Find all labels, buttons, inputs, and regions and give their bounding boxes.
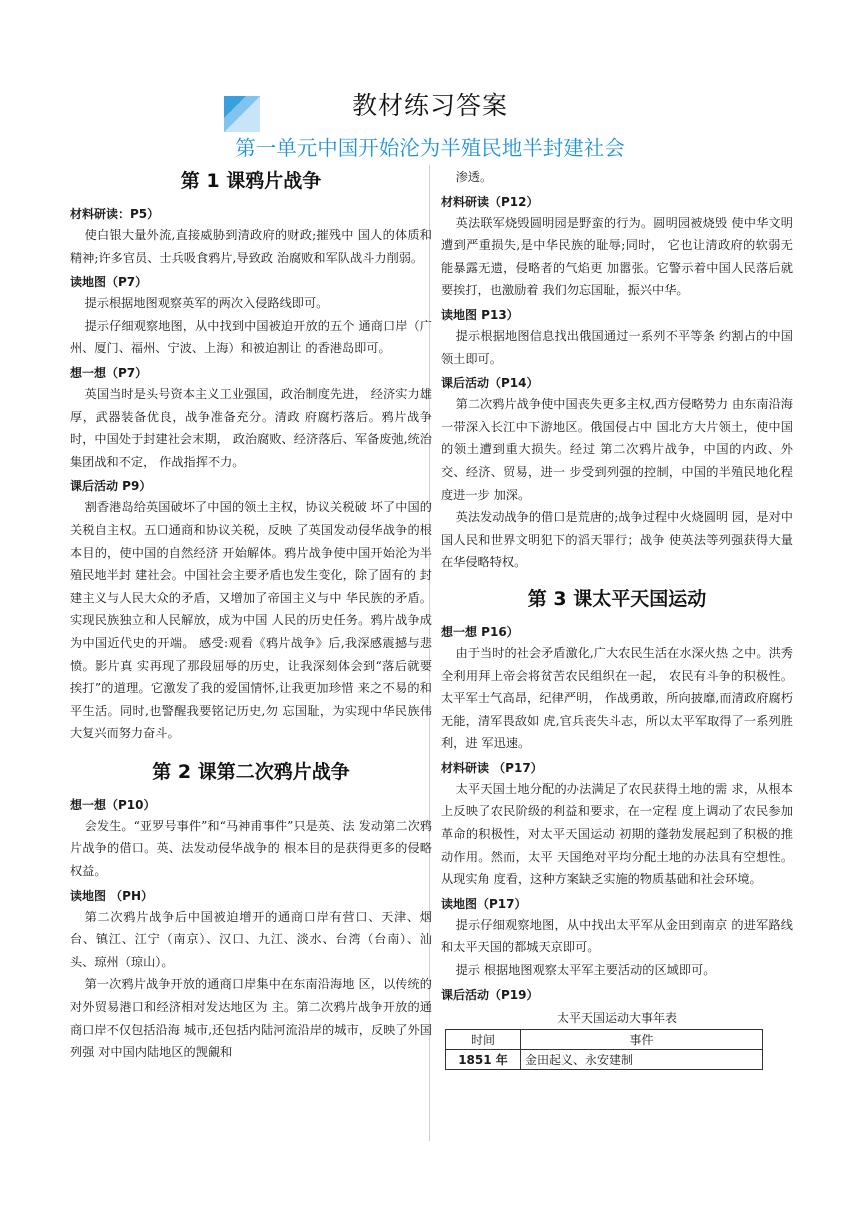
- paragraph: 英国当时是头号资本主义工业强国，政治制度先进， 经济实力雄厚，武器装备优良，战争准备充分。清政 府腐朽落后。鸦片战争时，中国处于封建社会末期， 政治腐败、经济落后、军备废弛,统治集团战和不定， 作战指挥不力。: [70, 386, 432, 469]
- paragraph: 英法联军烧毁圆明园是野蛮的行为。圆明园被烧毁 使中华文明遭到严重损失,是中华民族的耻辱;同时， 它也让清政府的软弱无能暴露无遗，侵略者的气焰更 加嚣张。它警示着中国人民落后就要挨打，也激励着 我们勿忘国耻，振兴中华。: [441, 215, 793, 298]
- section-heading: 想一想（P10）: [70, 797, 156, 812]
- section-heading: 想一想 P16）: [441, 624, 519, 639]
- paragraph: 提示根据地图信息找出俄国通过一系列不平等条 约割占的中国领土即可。: [441, 328, 793, 366]
- paragraph: 割香港岛给英国破坏了中国的领土主权，协议关税破 坏了中国的关税自主权。五口通商和协议关税，反映 了英国发动侵华战争的根本目的，使中国的自然经济 开始解体。鸦片战争使中国开始沦为半殖民地半封 建社会。中国社会主要矛盾也发生变化，除了固有的 封建主义与人民大众的矛盾，又增加了帝国主义与中 华民族的矛盾。实现民族独立和人民解放，成为中国 人民的历史任务。鸦片战争成为中国近代史的开端。 感受:观看《鸦片战争》后,我深感震撼与悲愤。影片真 实再现了那段屈辱的历史，让我深刻体会到“落后就要 挨打”的道理。它激发了我的爱国情怀,让我更加珍惜 来之不易的和平生活。同时,也警醒我要铭记历史,勿 忘国耻，为实现中华民族伟大复兴而努力奋斗。: [70, 500, 432, 741]
- column-header-event: 事件: [521, 1029, 763, 1049]
- paragraph: 提示仔细观察地图，从中找出太平军从金田到南京 的进军路线和太平天国的都城天京即可。: [441, 917, 793, 955]
- paragraph: 第二次鸦片战争使中国丧失更多主权,西方侵略势力 由东南沿海一带深入长江中下游地区。俄国侵占中 国北方大片领土，使中国的领土遭到重大损失。经过 第二次鸦片战争，中国的内政、外交、经济、贸易，进一 步受到列强的控制，中国的半殖民地化程度进一步 加深。: [441, 397, 793, 502]
- section-heading: 课后活动（P14）: [441, 376, 539, 391]
- section-heading: 读地图（P17）: [441, 896, 527, 911]
- paragraph: 提示仔细观察地图，从中找到中国被迫开放的五个 通商口岸（广州、厦门、福州、宁波、上海）和被迫割让 的香港岛即可。: [70, 318, 432, 356]
- column-header-time: 时间: [446, 1029, 521, 1049]
- section-heading: 读地图（P7）: [70, 275, 148, 290]
- lesson-1-title: 第 1 课鸦片战争: [180, 170, 322, 192]
- table-cell-event: 金田起义、永安建制: [521, 1049, 763, 1069]
- table-cell-time: 1851 年: [446, 1049, 521, 1069]
- paragraph: 由于当时的社会矛盾激化,广大农民生活在水深火热 之中。洪秀全利用拜上帝会将贫苦农民组织在一起， 农民有斗争的积极性。太平军士气高昂，纪律严明， 作战勇敢，所向披靡,而清政府腐朽无能，清军畏敌如 虎,官兵丧失斗志，所以太平军取得了一系列胜利，进 军迅速。: [441, 645, 793, 751]
- section-heading: 材料研读（P12）: [441, 194, 539, 209]
- section-heading: 想一想（P7）: [70, 365, 148, 380]
- paragraph: 第一次鸦片战争开放的通商口岸集中在东南沿海地 区，以传统的对外贸易港口和经济相对发达地区为 主。第二次鸦片战争开放的通商口岸不仅包括沿海 城市,还包括内陆河流沿岸的城市，反映了外国列强 对中国内陆地区的觊覦和: [70, 977, 432, 1060]
- left-column: [70, 166, 432, 1064]
- lesson-3-title: 第 3 课太平天国运动: [527, 587, 707, 610]
- paragraph: 太平天国土地分配的办法满足了农民获得土地的需 求，从根本上反映了农民阶级的利益和要求，在一定程 度上调动了农民参加革命的积极性，对太平天国运动 初期的蓬勃发展起到了积极的推动作用。然而，太平 天国绝对平均分配土地的办法具有空想性。从现实角 度看，这种方案缺乏实施的物质基础和社会环境。: [441, 781, 793, 887]
- paragraph: 英法发动战争的借口是荒唐的;战争过程中火烧圆明 园，是对中国人民和世界文明犯下的滔天罪行；战争 使英法等列强获得大量在华侵略特权。: [441, 510, 793, 570]
- lesson-2-title: 第 2 课第二次鸦片战争: [152, 760, 350, 783]
- table-row: [446, 1049, 763, 1069]
- paragraph: 会发生。“亚罗号事件”和“马神甫事件”只是英、法 发动第二次鸦片战争的借口。英、法发动侵华战争的 根本目的是获得更多的侵略权益。: [70, 818, 432, 879]
- document-title: 教材练习答案: [351, 91, 508, 120]
- table-header-row: [446, 1029, 763, 1049]
- section-heading: 材料研读 （P17）: [441, 760, 543, 775]
- unit-title: 第一单元中国开始沦为半殖民地半封建社会: [235, 136, 625, 160]
- paragraph: 第二次鸦片战争后中国被迫增开的通商口岸有营口、天津、烟台、镇江、江宁（南京）、汉口、九江、淡水、台湾（台南）、汕头、琼州（琼山）。: [70, 909, 432, 969]
- paragraph: 渗透。: [455, 170, 493, 184]
- paragraph: 使白银大量外流,直接威胁到清政府的财政;摧残中 国人的体质和精神;许多官员、士兵吸食鸦片,导致政 治腐败和军队战斗力削弱。: [70, 228, 432, 265]
- section-heading: 材料研读：P5）: [70, 207, 160, 221]
- events-table: [445, 1029, 763, 1070]
- section-heading: 读地图 P13）: [441, 307, 519, 322]
- paragraph: 提示根据地图观察英军的两次入侵路线即可。: [84, 296, 329, 311]
- section-heading: 课后活动（P19）: [441, 987, 539, 1002]
- section-heading: 读地图 （PH）: [70, 888, 154, 903]
- paragraph: 提示 根据地图观察太平军主要活动的区域即可。: [455, 963, 716, 978]
- right-column: [441, 166, 793, 1070]
- section-heading: 课后活动 P9）: [70, 479, 152, 494]
- table-caption: 太平天国运动大事年表: [556, 1010, 677, 1025]
